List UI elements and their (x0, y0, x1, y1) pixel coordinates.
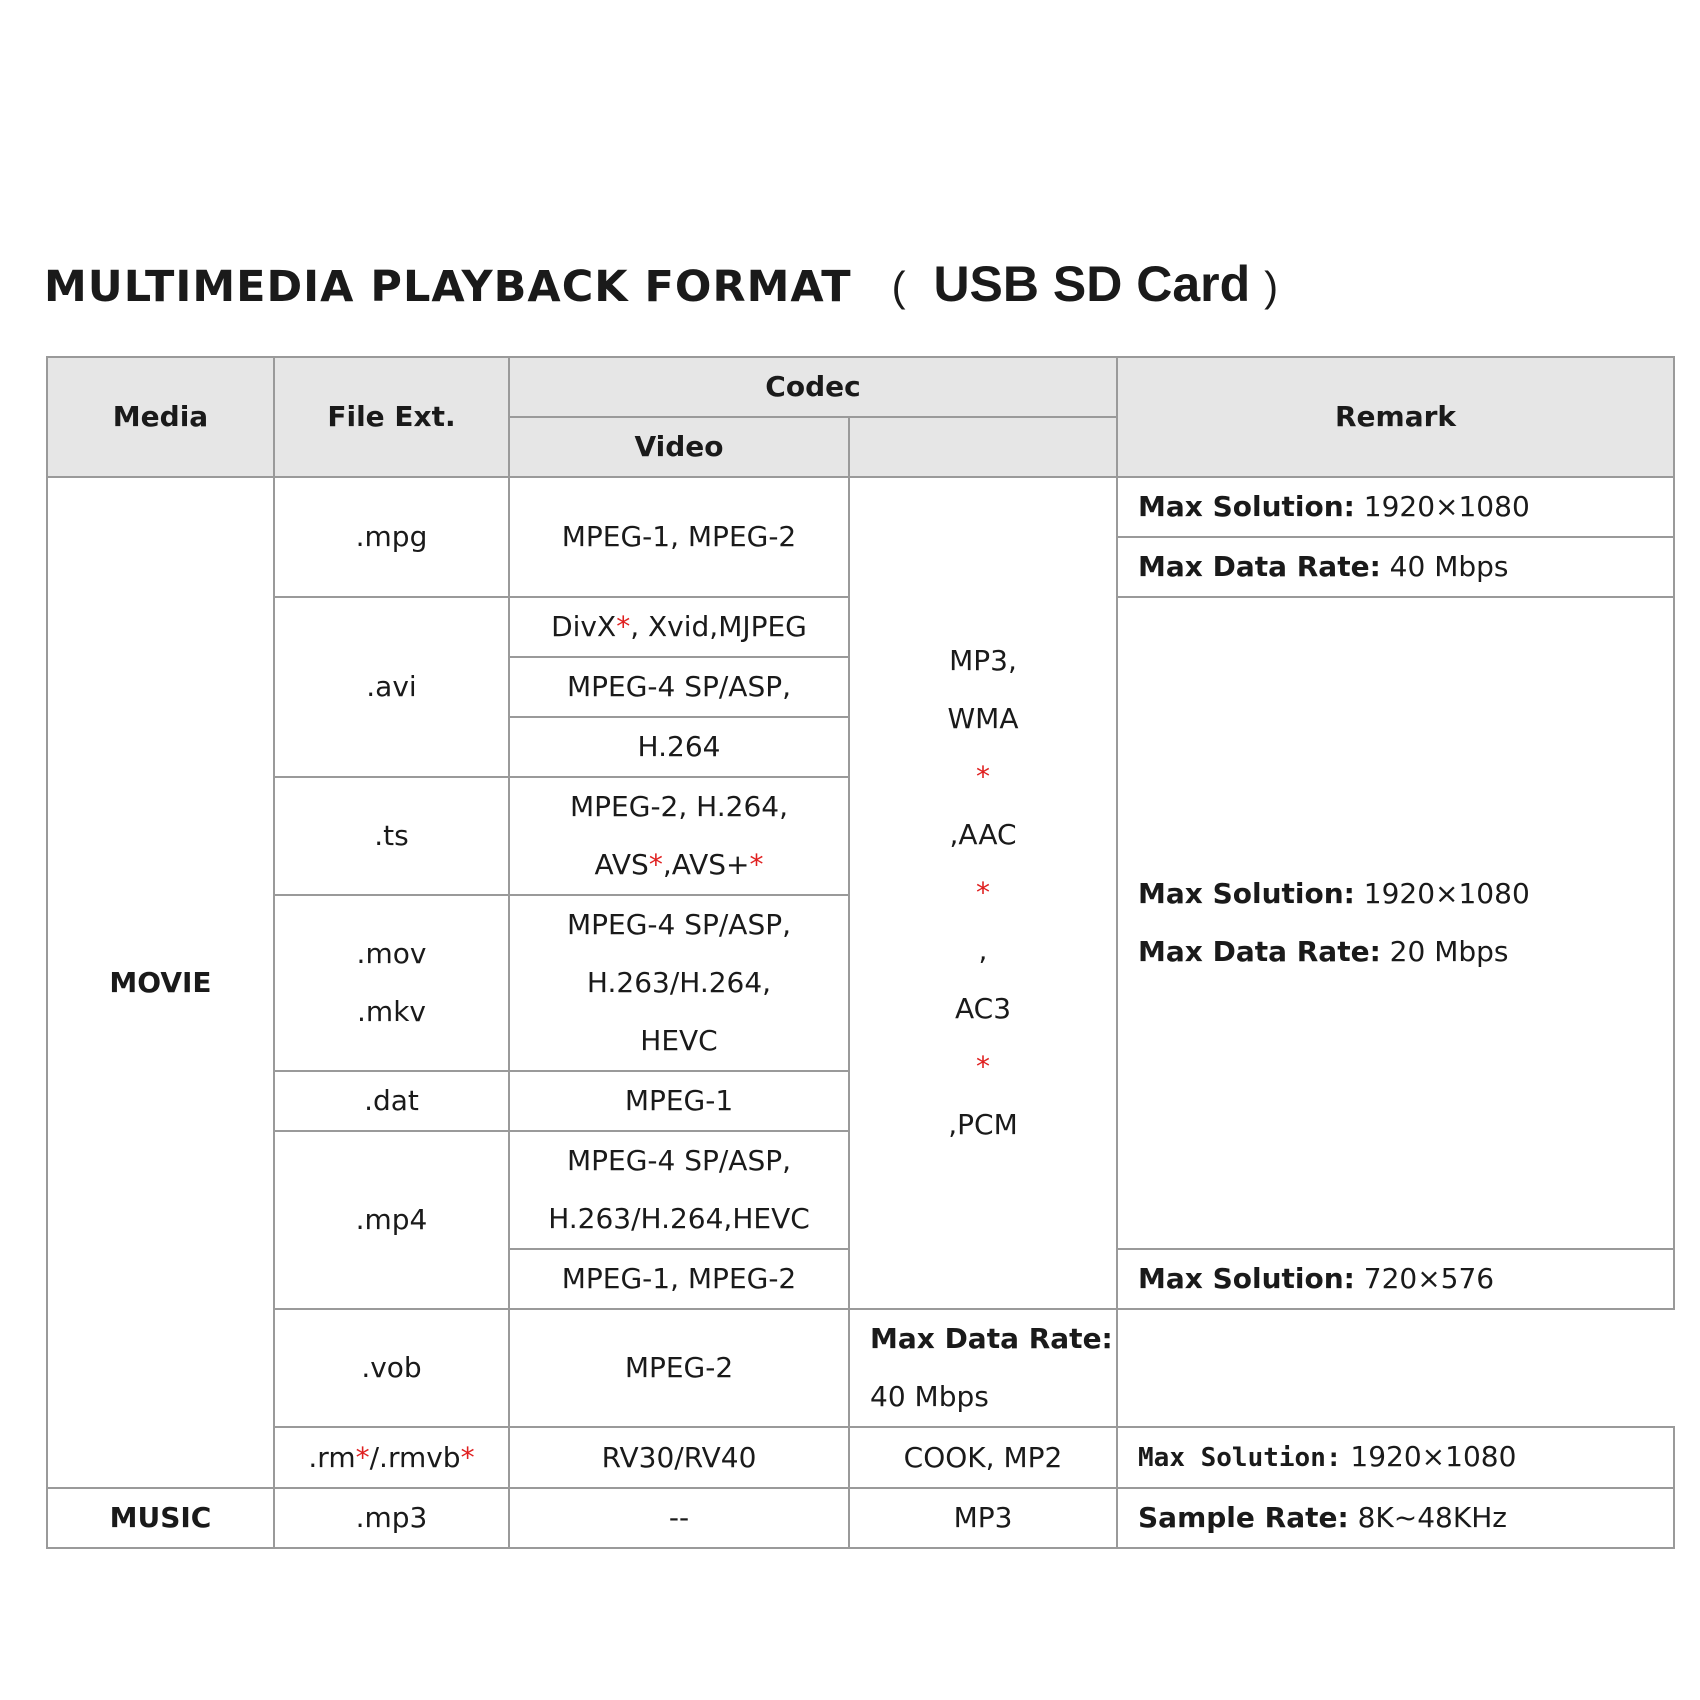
ext-mov-mkv (274, 895, 509, 1071)
header-remark: Remark (1117, 357, 1674, 477)
open-bracket: ( (891, 263, 906, 310)
audio-main (849, 477, 1117, 1309)
media-music: MUSIC (47, 1488, 274, 1548)
video-ts-line1: MPEG-2, H.264, (509, 777, 849, 836)
remark-6: Max Solution: 1920×1080 (1117, 1427, 1674, 1488)
asterisk-mark: * (355, 1440, 370, 1474)
video-dat: MPEG-1 (509, 1071, 849, 1131)
ext-avi: .avi (274, 597, 509, 777)
remark-4: Max Solution: 720×576 (1117, 1249, 1674, 1309)
ext-vob: .vob (274, 1309, 509, 1427)
remark-3: Max Solution: 1920×1080 Max Data Rate: 20 Mbps (1117, 597, 1674, 1249)
header-audio (849, 417, 1117, 477)
asterisk-mark: * (749, 848, 764, 881)
asterisk-mark: * (648, 848, 663, 881)
format-table (46, 356, 1675, 1549)
video-vob: MPEG-2 (509, 1309, 849, 1427)
header-media: Media (47, 357, 274, 477)
asterisk-mark: * (616, 610, 631, 643)
remark-1: Max Solution: 1920×1080 (1117, 477, 1674, 537)
title-sub (892, 255, 1278, 313)
video-mpg: MPEG-1, MPEG-2 (509, 477, 849, 597)
title-sub-text: USB SD Card (933, 256, 1251, 312)
audio-main-line2: WMA * ,AAC * , (850, 690, 1116, 980)
asterisk-mark: * (976, 876, 990, 909)
video-mp4-1-line1: MPEG-4 SP/ASP, (509, 1131, 849, 1190)
video-mp3: -- (509, 1488, 849, 1548)
page-title (44, 255, 1278, 313)
ext-dat: .dat (274, 1071, 509, 1131)
remark-2: Max Data Rate: 40 Mbps (1117, 537, 1674, 597)
video-avi-1: DivX*, Xvid,MJPEG (509, 597, 849, 657)
video-ts-line2: AVS*,AVS+* (509, 836, 849, 895)
audio-main-line3: AC3 * ,PCM (850, 980, 1116, 1154)
title-main: MULTIMEDIA PLAYBACK FORMAT (44, 262, 852, 312)
asterisk-mark: * (976, 760, 990, 793)
ext-mp3: .mp3 (274, 1488, 509, 1548)
ext-mp4: .mp4 (274, 1131, 509, 1309)
header-file-ext: File Ext. (274, 357, 509, 477)
audio-rm: COOK, MP2 (849, 1427, 1117, 1488)
audio-mp3: MP3 (849, 1488, 1117, 1548)
video-mp4-2: MPEG-1, MPEG-2 (509, 1249, 849, 1309)
header-video: Video (509, 417, 849, 477)
asterisk-mark: * (976, 1050, 990, 1083)
ext-mov: .mov (356, 937, 427, 970)
video-mov-line3: HEVC (509, 1012, 849, 1071)
video-avi-2-line1: MPEG-4 SP/ASP, (509, 657, 849, 717)
video-avi-2-line2: H.264 (509, 717, 849, 777)
ext-mpg: .mpg (274, 477, 509, 597)
media-movie: MOVIE (47, 477, 274, 1488)
video-mov-line1: MPEG-4 SP/ASP, (509, 895, 849, 954)
video-mov-line2: H.263/H.264, (509, 954, 849, 1012)
remark-5: Max Data Rate: 40 Mbps (849, 1309, 1117, 1427)
header-codec: Codec (509, 357, 1117, 417)
ext-mkv: .mkv (357, 995, 426, 1028)
video-mp4-1-line2: H.263/H.264,HEVC (509, 1190, 849, 1249)
video-rm: RV30/RV40 (509, 1427, 849, 1488)
audio-main-line1: MP3, (949, 644, 1017, 677)
ext-ts: .ts (274, 777, 509, 895)
ext-rm-rmvb: .rm*/.rmvb* (274, 1427, 509, 1488)
remark-7: Sample Rate: 8K~48KHz (1117, 1488, 1674, 1548)
asterisk-mark: * (460, 1440, 475, 1474)
close-bracket: ) (1264, 263, 1279, 310)
